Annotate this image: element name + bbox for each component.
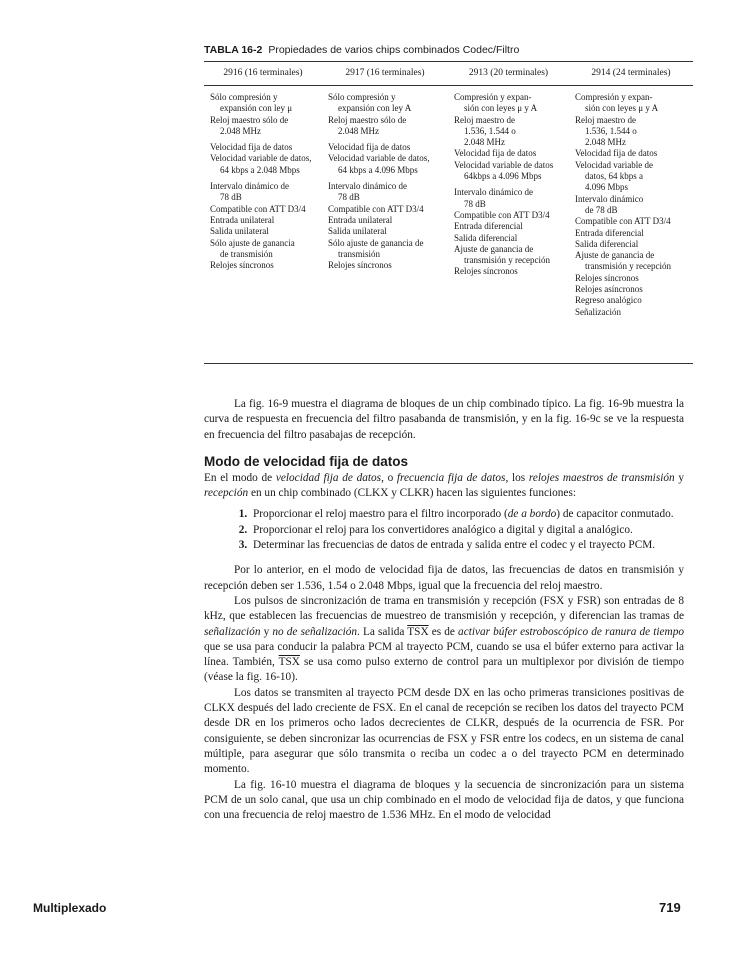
- table-cell-line: Relojes asíncronos: [575, 284, 643, 295]
- table-header-cell: 2917 (16 terminales): [345, 68, 425, 78]
- paragraph-data-transmission: Los datos se transmiten al trayecto PCM desde DX en las ocho primeras transiciones positivas de CLKX después del lado creciente de FSX. En el canal de recepción se reciben los datos del trayecto PCM desde DR en los primeros ocho lados decrecientes de CLKR, después de la ocurrencia de FSR. Por consiguiente, se deben sincronizar las ocurrencias de FSX y FSR entre los codecs, en un sistema de canal múltiple, para asegurar que sólo transmita o reciba un codec a o del trayecto PCM en determinado momento.: [204, 686, 684, 776]
- table-cell-line: Velocidad variable de datos,: [328, 153, 430, 164]
- body-text: [204, 397, 684, 823]
- page-number: 719: [659, 900, 681, 915]
- table-cell-2914: [569, 84, 693, 318]
- table-cell-line: Intervalo dinámico de: [210, 181, 289, 192]
- table-cell-line: Relojes síncronos: [575, 272, 639, 283]
- table-cell-line: Reloj maestro de: [575, 114, 636, 125]
- table-cell-line: Ajuste de ganancia de: [454, 243, 534, 254]
- table-header-cell: 2916 (16 terminales): [223, 68, 303, 78]
- table-cell-line: datos, 64 kbps a: [585, 171, 643, 182]
- table-cell-line: expansión con ley μ: [220, 103, 293, 114]
- table-cell-line: Salida diferencial: [454, 232, 518, 243]
- table-cell-line: Velocidad variable de: [575, 159, 653, 170]
- table-cell-line: Relojes síncronos: [454, 266, 518, 277]
- table-cell-line: Velocidad fija de datos: [454, 148, 537, 159]
- table-cell-line: de 78 dB: [585, 204, 618, 215]
- table-header-row: [204, 62, 693, 84]
- table-cell-line: Velocidad variable de datos: [454, 159, 554, 170]
- table-cell-line: 2.048 MHz: [464, 137, 505, 148]
- list-item: 1. Proporcionar el reloj maestro para el filtro incorporado (de a bordo) de capacitor conmutado.: [250, 507, 684, 522]
- table-cell-line: Sólo ajuste de ganancia de: [328, 237, 424, 248]
- table-cell-line: Señalización: [575, 306, 621, 317]
- table-cell-line: 78 dB: [220, 192, 242, 203]
- functions-list: [204, 507, 684, 553]
- table-cell-line: Relojes síncronos: [210, 260, 274, 271]
- table-cell-line: Sólo compresión y: [210, 92, 278, 102]
- table-cell-line: Reloj maestro sólo de: [210, 114, 289, 125]
- table-cell-line: 78 dB: [464, 198, 486, 209]
- table-cell-line: sión con leyes μ y A: [464, 103, 538, 114]
- table-cell-line: Velocidad fija de datos: [328, 142, 411, 153]
- table-cell-line: 78 dB: [338, 192, 360, 203]
- table-caption: [204, 44, 519, 56]
- table-cell-line: expansión con ley A: [338, 103, 412, 114]
- table-cell-line: 64 kbps a 2.048 Mbps: [220, 164, 300, 175]
- table-cell-line: 2.048 MHz: [338, 125, 379, 136]
- table-cell-2916: [204, 84, 322, 318]
- table-cell-line: Salida unilateral: [328, 226, 387, 237]
- table-cell-line: sión con leyes μ y A: [585, 103, 659, 114]
- table-cell-line: de transmisión: [220, 248, 273, 259]
- table-cell-line: Intervalo dinámico de: [454, 187, 533, 198]
- table-cell-line: Salida unilateral: [210, 226, 269, 237]
- table-cell-line: Salida diferencial: [575, 238, 639, 249]
- table-cell-line: Regreso analógico: [575, 295, 642, 306]
- table-row: [204, 84, 693, 318]
- table-cell-line: 1.536, 1.544 o: [585, 125, 637, 136]
- intro-paragraph: La fig. 16-9 muestra el diagrama de bloques de un chip combinado típico. La fig. 16-9b muestra la curva de respuesta en frecuencia del filtro pasabanda de transmisión, y en la fig. 16-9c se ve la respuesta en frecuencia del filtro pasabajas de recepción.: [204, 398, 684, 441]
- table-cell-line: Ajuste de ganancia de: [575, 250, 655, 261]
- table-cell-line: Sólo compresión y: [328, 92, 396, 102]
- footer-chapter-title: Multiplexado: [33, 901, 107, 915]
- list-item: 2. Proporcionar el reloj para los convertidores analógico a digital y digital a analógico.: [250, 523, 684, 538]
- table-cell-line: Velocidad fija de datos: [210, 142, 293, 153]
- table-cell-2913: [448, 84, 569, 318]
- table-cell-line: Compresión y expan-: [454, 92, 532, 102]
- table-cell-line: Entrada unilateral: [328, 214, 393, 225]
- table-cell-line: transmisión y recepción: [585, 261, 671, 272]
- table-header-cell: 2913 (20 terminales): [468, 68, 549, 78]
- table-cell-line: Compresión y expan-: [575, 92, 653, 102]
- table-cell-line: Entrada unilateral: [210, 214, 275, 225]
- table-cell-line: Reloj maestro sólo de: [328, 114, 407, 125]
- list-item: 3. Determinar las frecuencias de datos de entrada y salida entre el codec y el trayecto PCM.: [250, 538, 684, 553]
- table-cell-line: Sólo ajuste de ganancia: [210, 237, 295, 248]
- table-cell-line: Compatible con ATT D3/4: [575, 216, 671, 227]
- table-cell-line: Velocidad variable de datos,: [210, 153, 312, 164]
- table-cell-line: 64 kbps a 4.096 Mbps: [338, 164, 418, 175]
- table-label: TABLA 16-2: [204, 44, 263, 56]
- paragraph-fixed-rate: En el modo de velocidad fija de datos, o frecuencia fija de datos, los relojes maestros de transmisión y recepción en un chip combinado (CLKX y CLKR) hacen las siguientes funciones:: [204, 471, 684, 500]
- table-cell-line: Relojes síncronos: [328, 260, 392, 271]
- table-title: Propiedades de varios chips combinados Codec/Filtro: [268, 44, 520, 56]
- properties-table: [204, 62, 693, 318]
- table-cell-line: 4.096 Mbps: [585, 182, 629, 193]
- table-cell-line: Compatible con ATT D3/4: [328, 203, 424, 214]
- table-cell-line: 2.048 MHz: [220, 125, 261, 136]
- table-header-cell: 2914 (24 terminales): [591, 68, 671, 78]
- paragraph-figure-reference: La fig. 16-10 muestra el diagrama de bloques y la secuencia de sincronización para un sistema PCM de un solo canal, que usa un chip combinado en el modo de velocidad fija de datos, y que funciona con una frecuencia de reloj maestro de 1.536 MHz. En el modo de velocidad: [204, 778, 684, 822]
- table-cell-line: transmisión: [338, 248, 380, 259]
- table-cell-line: 2.048 MHz: [585, 137, 626, 148]
- table-cell-line: Entrada diferencial: [575, 227, 644, 238]
- table-cell-line: Velocidad fija de datos: [575, 148, 658, 159]
- table-cell-line: transmisión y recepción: [464, 255, 550, 266]
- table-cell-line: Compatible con ATT D3/4: [454, 209, 550, 220]
- paragraph-rates: Por lo anterior, en el modo de velocidad fija de datos, las frecuencias de datos en transmisión y recepción deben ser 1.536, 1.54 o 2.048 Mbps, igual que la frecuencia del reloj maestro.: [204, 564, 684, 592]
- table-cell-line: Intervalo dinámico de: [328, 181, 407, 192]
- table-cell-line: 1.536, 1.544 o: [464, 125, 516, 136]
- table-cell-line: Entrada diferencial: [454, 221, 523, 232]
- paragraph-sync-pulses: Los pulsos de sincronización de trama en transmisión y recepción (FSX y FSR) son entradas de 8 kHz, que establecen las frecuencias de muestreo de transmisión y recepción, y diferencian las tramas de señalización y no de señalización. La salida $\overline{TSX}$ es de activar búfer estroboscópico de ranura de tiempo que se usa para conducir la palabra PCM al trayecto PCM, cuando se usa el búfer externo para activar la línea. También, $\overline{TSX}$ se usa como pulso externo de control para un multiplexor por división de tiempo (véase la fig. 16-10).: [204, 594, 685, 684]
- table-bottom-rule: [204, 363, 693, 364]
- table-cell-line: Intervalo dinámico: [575, 193, 644, 204]
- table-cell-line: 64kbps a 4.096 Mbps: [464, 171, 542, 182]
- table-cell-line: Reloj maestro de: [454, 114, 515, 125]
- table-cell-2917: [322, 84, 448, 318]
- section-heading: Modo de velocidad fija de datos: [204, 453, 409, 469]
- table-cell-line: Compatible con ATT D3/4: [210, 203, 306, 214]
